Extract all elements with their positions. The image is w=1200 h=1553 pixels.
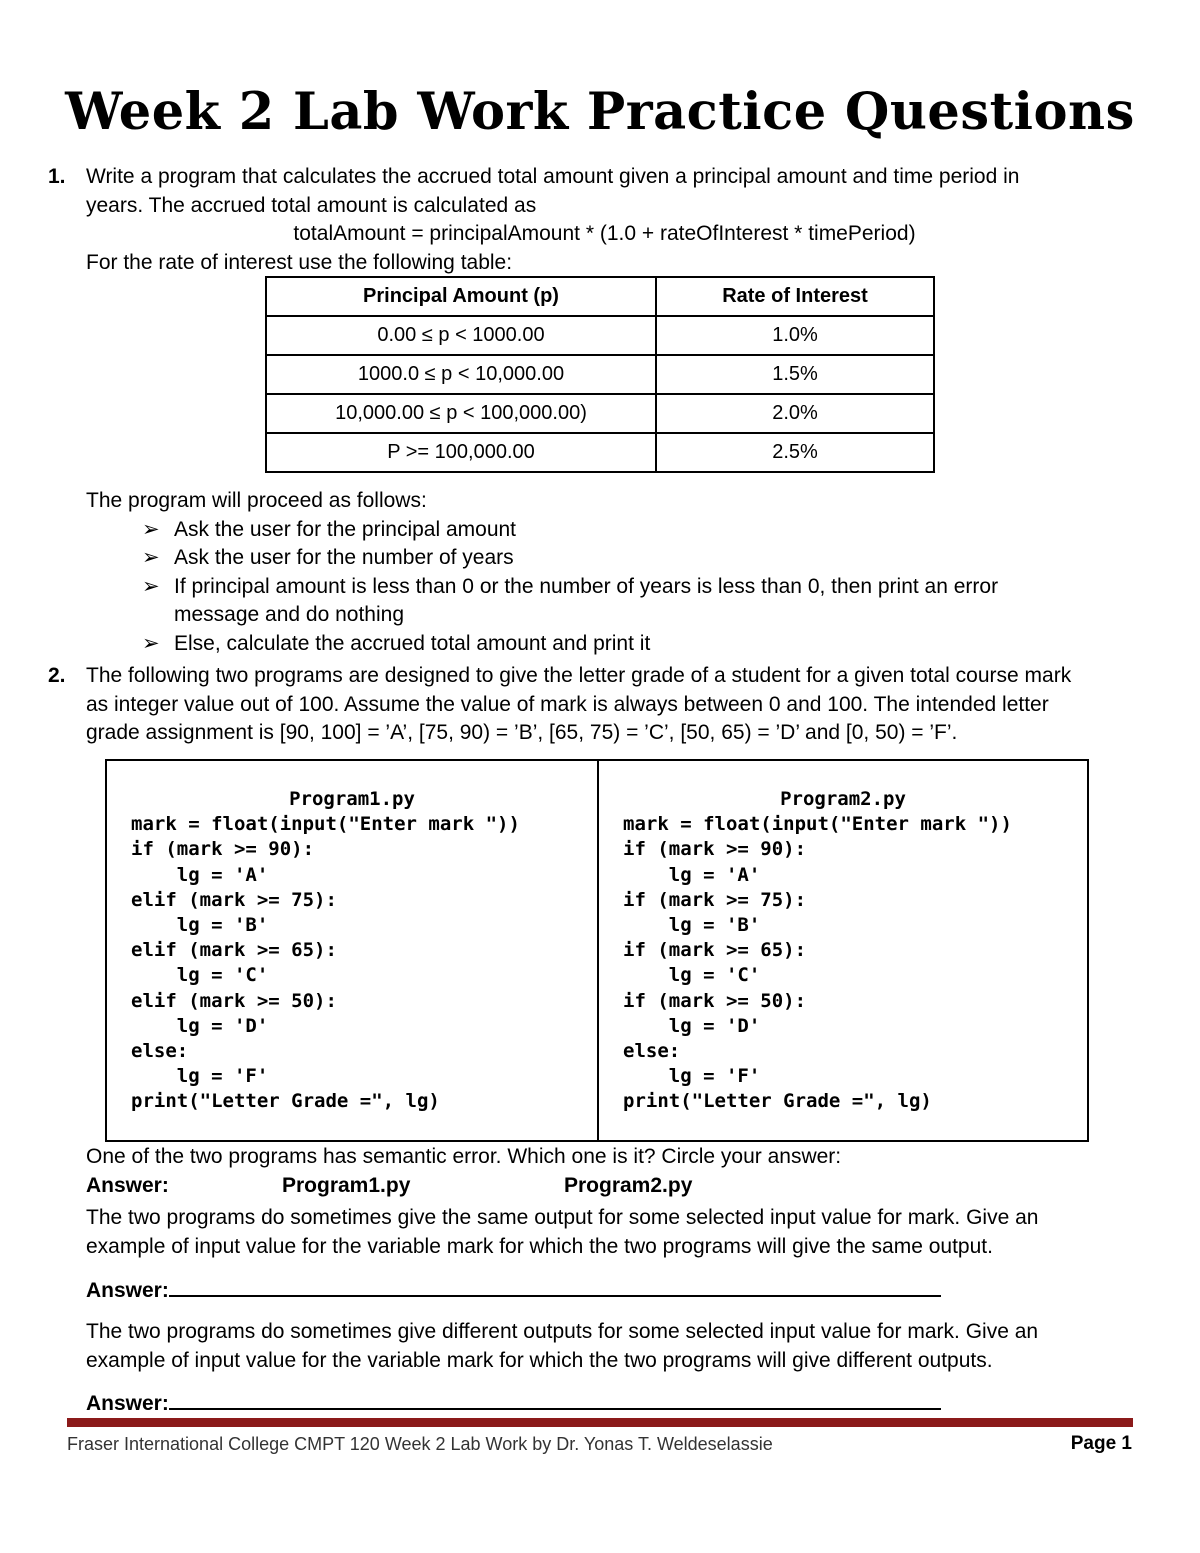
program2-code: mark = float(input("Enter mark ")) if (mark >= 90): lg = 'A' if (mark >= 75): lg = 'B' if (mark >= 65): lg = 'C' if (mark >= 50): lg = 'D' else: lg = 'F' print("Letter Grade =", lg) bbox=[623, 813, 1012, 1113]
question-2 bbox=[48, 662, 1123, 748]
cell-rate: 1.5% bbox=[656, 355, 934, 394]
program1-panel bbox=[107, 761, 597, 1140]
code-comparison-box bbox=[105, 759, 1089, 1142]
header-rate: Rate of Interest bbox=[656, 277, 934, 316]
question-text: years. The accrued total amount is calculated as bbox=[86, 193, 537, 217]
steps-intro: The program will proceed as follows: bbox=[86, 489, 427, 512]
cell-principal: 1000.0 ≤ p < 10,000.00 bbox=[266, 355, 656, 394]
answer-label: Answer: bbox=[86, 1279, 169, 1302]
footer-text: Fraser International College CMPT 120 Week 2 Lab Work by Dr. Yonas T. Weldeselassie bbox=[67, 1434, 773, 1454]
program1-code: mark = float(input("Enter mark ")) if (mark >= 90): lg = 'A' elif (mark >= 75): lg = 'B' elif (mark >= 65): lg = 'C' elif (mark >= 50): lg = 'D' else: lg = 'F' print("Letter Grade =", lg) bbox=[131, 813, 520, 1113]
program2-panel bbox=[597, 761, 1087, 1140]
table-header-row bbox=[266, 277, 934, 316]
table-row bbox=[266, 316, 934, 355]
footer-divider bbox=[67, 1418, 1133, 1427]
steps-list bbox=[48, 516, 1123, 659]
page-number: Page 1 bbox=[1070, 1433, 1132, 1454]
same-output-answer bbox=[86, 1273, 1126, 1305]
choice-program1[interactable]: Program1.py bbox=[282, 1174, 411, 1197]
answer-label: Answer: bbox=[86, 1174, 169, 1197]
list-item: ➢ Ask the user for the principal amount bbox=[48, 516, 1123, 545]
cell-principal: 10,000.00 ≤ p < 100,000.00) bbox=[266, 394, 656, 433]
table-row bbox=[266, 355, 934, 394]
question-text: The following two programs are designed to give the letter grade of a student for a given total course mark bbox=[86, 664, 1072, 687]
question-text: as integer value out of 100. Assume the value of mark is always between 0 and 100. The intended letter bbox=[86, 692, 1049, 716]
program1-title: Program1.py bbox=[289, 788, 415, 810]
page-title: Week 2 Lab Work Practice Questions bbox=[65, 82, 1135, 142]
table-row bbox=[266, 433, 934, 472]
cell-rate: 2.0% bbox=[656, 394, 934, 433]
different-output-question: The two programs do sometimes give different outputs for some selected input value for mark. Give an example of input value for the variable mark for which the two programs will give different outputs. bbox=[86, 1320, 1039, 1372]
question-number: 2. bbox=[48, 664, 66, 687]
same-output-question: The two programs do sometimes give the same output for some selected input value for mark. Give an example of input value for the variable mark for which the two programs will give the same output. bbox=[86, 1206, 1039, 1258]
question-1 bbox=[48, 163, 1123, 277]
arrow-bullet-icon: ➢ bbox=[142, 546, 160, 569]
interest-rate-table bbox=[265, 276, 935, 473]
list-item: ➢ Ask the user for the number of years bbox=[48, 544, 1123, 573]
cell-rate: 2.5% bbox=[656, 433, 934, 472]
answer-choices bbox=[86, 1171, 1126, 1200]
program2-title: Program2.py bbox=[780, 788, 906, 810]
different-output-answer bbox=[86, 1386, 1126, 1418]
arrow-bullet-icon: ➢ bbox=[142, 574, 160, 598]
list-item: ➢ If principal amount is less than 0 or the number of years is less than 0, then print an error bbox=[48, 573, 1123, 602]
question-text: grade assignment is [90, 100] = ’A’, [75, 90) = ’B’, [65, 75) = ’C’, [50, 65) = ’D’ and [0, 50) = ’F’. bbox=[86, 721, 958, 744]
cell-principal: P >= 100,000.00 bbox=[266, 433, 656, 472]
table-intro: For the rate of interest use the following table: bbox=[86, 250, 513, 274]
formula: totalAmount = principalAmount * (1.0 + rateOfInterest * timePeriod) bbox=[293, 222, 916, 245]
semantic-error-question: One of the two programs has semantic error. Which one is it? Circle your answer: Answer: Program1.py Program2.py bbox=[86, 1142, 1126, 1200]
arrow-bullet-icon: ➢ bbox=[142, 517, 160, 541]
cell-principal: 0.00 ≤ p < 1000.00 bbox=[266, 316, 656, 355]
answer-blank[interactable] bbox=[169, 1386, 941, 1410]
table-row bbox=[266, 394, 934, 433]
arrow-bullet-icon: ➢ bbox=[142, 631, 160, 655]
choice-program2[interactable]: Program2.py bbox=[564, 1174, 693, 1197]
question-text: Write a program that calculates the accrued total amount given a principal amount and time period in bbox=[86, 165, 1020, 188]
cell-rate: 1.0% bbox=[656, 316, 934, 355]
list-item: ➢ Else, calculate the accrued total amount and print it bbox=[48, 630, 1123, 659]
answer-blank[interactable] bbox=[169, 1273, 941, 1297]
answer-label: Answer: bbox=[86, 1392, 169, 1415]
program-steps bbox=[48, 487, 1123, 658]
list-item-continuation: message and do nothing bbox=[174, 603, 405, 626]
header-principal: Principal Amount (p) bbox=[266, 277, 656, 316]
question-number: 1. bbox=[48, 165, 66, 188]
